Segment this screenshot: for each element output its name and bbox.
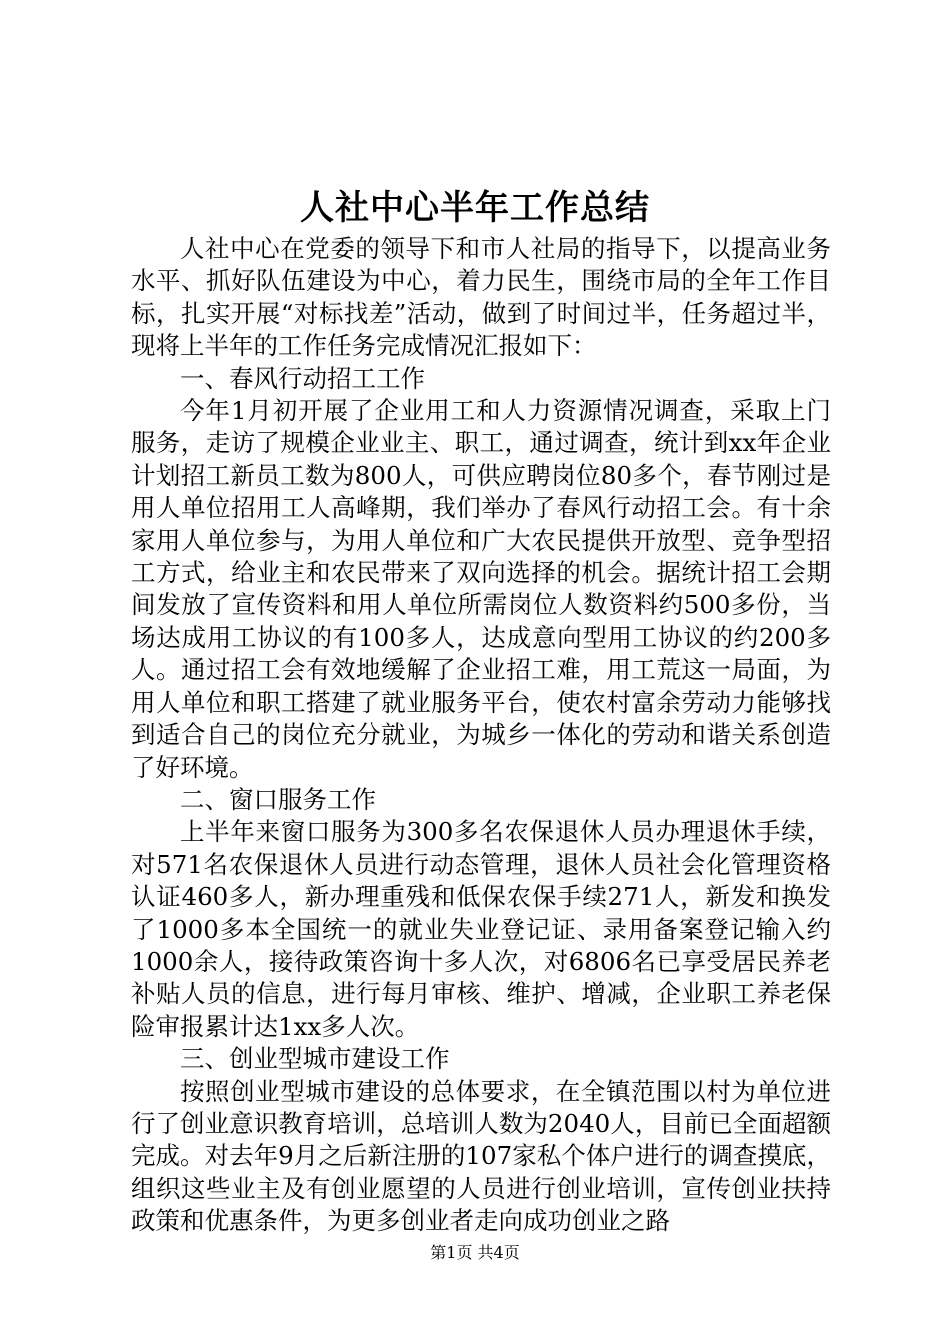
section-heading-2: 二、窗口服务工作 [180,784,376,814]
document-body [131,233,831,1238]
page-number-footer: 第1页 共4页 [430,1243,520,1262]
section-paragraph-2: 上半年来窗口服务为300多名农保退休人员办理退休手续，对571名农保退休人员进行动态管理，退休人员社会化管理资格认证460多人，新办理重残和低保农保手续271人，新发和换发了1000多本全国统一的就业失业登记证、录用备案登记输入约1000余人，接待政策咨询十多人次，对6806名已享受居民养老补贴人员的信息，进行每月审核、维护、增减，企业职工养老保险审报累计达1xx多人次。 [131,817,831,1041]
intro-paragraph: 人社中心在党委的领导下和市人社局的指导下，以提高业务水平、抓好队伍建设为中心，着力民生，围绕市局的全年工作目标，扎实开展“对标找差”活动，做到了时间过半，任务超过半，现将上半年的工作任务完成情况汇报如下： [131,234,831,361]
section-heading-3: 三、创业型城市建设工作 [180,1044,450,1074]
section-paragraph-3: 按照创业型城市建设的总体要求，在全镇范围以村为单位进行了创业意识教育培训，总培训人数为2040人，目前已全面超额完成。对去年9月之后新注册的107家私个体户进行的调查摸底，组织这些业主及有创业愿望的人员进行创业培训，宣传创业扶持政策和优惠条件，为更多创业者走向成功创业之路 [131,1076,831,1236]
section-heading-1: 一、春风行动招工工作 [180,363,425,393]
document-title: 人社中心半年工作总结 [300,188,650,228]
section-paragraph-1: 今年1月初开展了企业用工和人力资源情况调查，采取上门服务，走访了规模企业业主、职工，通过调查，统计到xx年企业计划招工新员工数为800人，可供应聘岗位80多个，春节刚过是用人单位招用工人高峰期，我们举办了春风行动招工会。有十余家用人单位参与，为用人单位和广大农民提供开放型、竞争型招工方式，给业主和农民带来了双向选择的机会。据统计招工会期间发放了宣传资料和用人单位所需岗位人数资料约500多份，当场达成用工协议的有100多人，达成意向型用工协议的约200多人。通过招工会有效地缓解了企业招工难，用工荒这一局面，为用人单位和职工搭建了就业服务平台，使农村富余劳动力能够找到适合自己的岗位充分就业，为城乡一体化的劳动和谐关系创造了好环境。 [131,396,831,782]
